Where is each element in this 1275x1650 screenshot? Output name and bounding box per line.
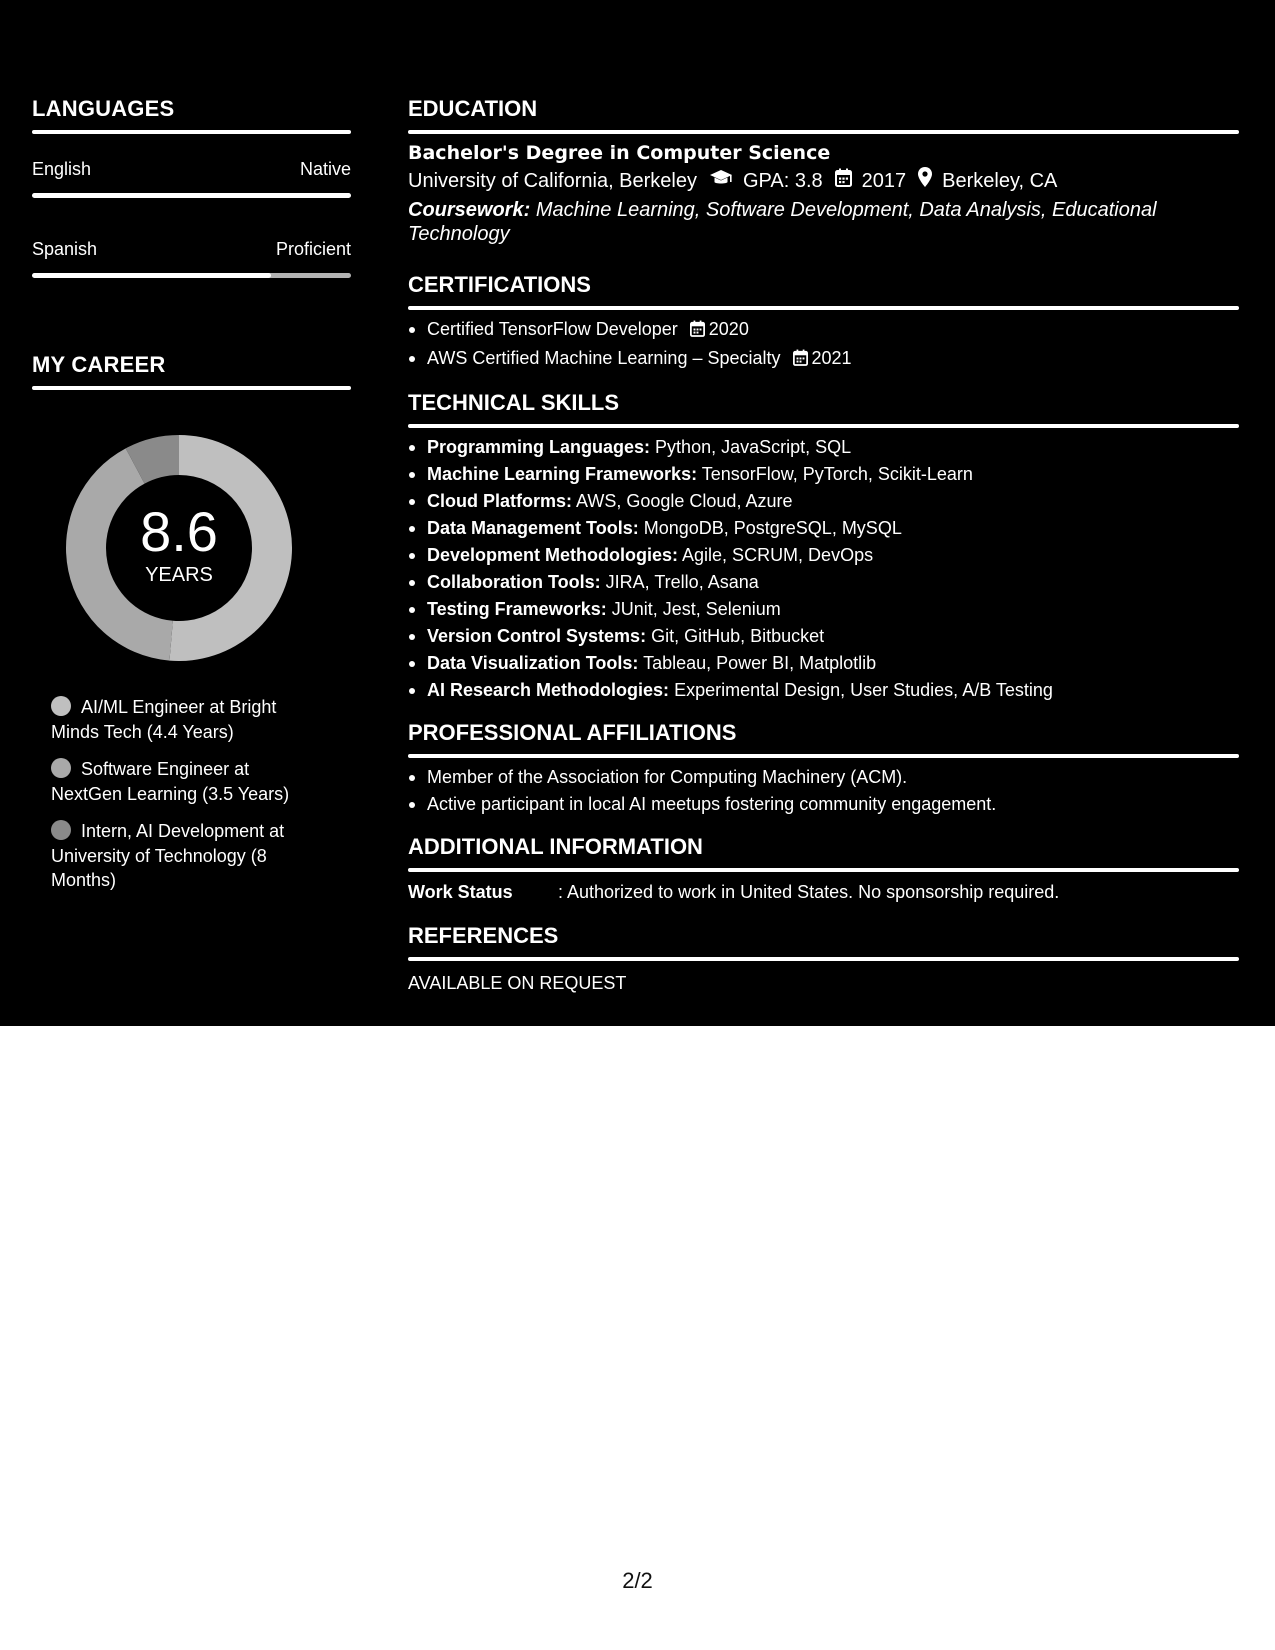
skill-category: Version Control Systems: xyxy=(427,626,647,646)
coursework xyxy=(408,198,1239,246)
career-total-unit: YEARS xyxy=(145,564,213,586)
affiliations-section xyxy=(408,716,1239,818)
section-divider xyxy=(408,306,1239,310)
skill-item xyxy=(408,596,1239,623)
section-divider xyxy=(32,130,351,134)
skill-values: Python, JavaScript, SQL xyxy=(655,437,852,457)
skill-category: AI Research Methodologies: xyxy=(427,680,670,700)
additional-info-section xyxy=(408,830,1239,905)
affiliations-list xyxy=(408,764,1239,818)
section-divider xyxy=(408,130,1239,134)
certifications-section xyxy=(408,268,1239,374)
certification-year: 2021 xyxy=(811,348,852,368)
skills-list xyxy=(408,434,1239,704)
coursework-label: Coursework: xyxy=(408,199,531,221)
skill-category: Data Visualization Tools: xyxy=(427,653,639,673)
language-bar xyxy=(32,193,351,198)
skill-item xyxy=(408,623,1239,650)
language-level: Native xyxy=(299,159,351,179)
section-divider xyxy=(408,754,1239,758)
references-title: REFERENCES xyxy=(408,923,559,948)
section-divider xyxy=(408,868,1239,872)
legend-dot-icon xyxy=(51,820,71,840)
career-total-years: 8.6 xyxy=(140,500,218,563)
skill-category: Development Methodologies: xyxy=(427,545,679,565)
skill-values: JIRA, Trello, Asana xyxy=(605,572,759,592)
school-name: University of California, Berkeley xyxy=(408,170,697,192)
language-bar xyxy=(32,273,351,278)
skills-title: TECHNICAL SKILLS xyxy=(408,390,620,415)
skill-item xyxy=(408,434,1239,461)
skill-item xyxy=(408,515,1239,542)
education-title: EDUCATION xyxy=(408,96,538,121)
certification-name: Certified TensorFlow Developer xyxy=(427,319,678,339)
certification-year: 2020 xyxy=(708,319,749,339)
right-column xyxy=(408,92,1239,996)
section-divider xyxy=(408,424,1239,428)
certifications-title: CERTIFICATIONS xyxy=(408,272,591,297)
skill-category: Collaboration Tools: xyxy=(427,572,601,592)
career-donut-chart xyxy=(66,435,292,661)
graduation-cap-icon xyxy=(709,166,733,196)
affiliation-item: Active participant in local AI meetups fostering community engagement. xyxy=(408,791,1239,818)
career-legend xyxy=(32,695,292,893)
skill-values: Experimental Design, User Studies, A/B Testing xyxy=(674,680,1053,700)
career-legend-label: Software Engineer at NextGen Learning (3.5 Years) xyxy=(51,759,290,804)
references-section xyxy=(408,919,1239,996)
language-name: Spanish xyxy=(32,239,98,259)
certification-item xyxy=(408,345,1239,374)
skill-values: Agile, SCRUM, DevOps xyxy=(682,545,874,565)
skill-values: JUnit, Jest, Selenium xyxy=(611,599,781,619)
skill-category: Programming Languages: xyxy=(427,437,651,457)
affiliation-item: Member of the Association for Computing Machinery (ACM). xyxy=(408,764,1239,791)
skill-item xyxy=(408,542,1239,569)
left-column xyxy=(32,92,351,906)
language-name: English xyxy=(32,159,92,179)
skill-item xyxy=(408,488,1239,515)
skill-item xyxy=(408,461,1239,488)
work-status-row xyxy=(408,879,1239,905)
career-title: MY CAREER xyxy=(32,352,166,377)
certifications-list xyxy=(408,316,1239,374)
education-section xyxy=(408,92,1239,246)
gpa: GPA: 3.8 xyxy=(743,170,823,192)
work-status-label: Work Status xyxy=(408,882,513,902)
career-legend-item xyxy=(51,695,292,744)
legend-dot-icon xyxy=(51,758,71,778)
calendar-icon xyxy=(835,166,852,196)
education-meta xyxy=(408,166,1239,196)
skill-category: Data Management Tools: xyxy=(427,518,639,538)
skill-values: Tableau, Power BI, Matplotlib xyxy=(643,653,877,673)
skill-values: TensorFlow, PyTorch, Scikit-Learn xyxy=(701,464,973,484)
career-section xyxy=(32,348,351,893)
donut-center xyxy=(66,435,292,661)
skill-category: Testing Frameworks: xyxy=(427,599,607,619)
references-text: AVAILABLE ON REQUEST xyxy=(408,973,627,993)
language-bar-fill xyxy=(32,273,271,278)
certification-item xyxy=(408,316,1239,345)
career-legend-label: Intern, AI Development at University of Technology (8 Months) xyxy=(51,821,285,890)
calendar-icon xyxy=(793,347,808,374)
education-location: Berkeley, CA xyxy=(942,170,1058,192)
skill-item xyxy=(408,569,1239,596)
career-legend-label: AI/ML Engineer at Bright Minds Tech (4.4 Years) xyxy=(51,697,277,742)
skills-section xyxy=(408,386,1239,704)
skill-item xyxy=(408,677,1239,704)
language-bar-fill xyxy=(32,193,351,198)
skill-category: Cloud Platforms: xyxy=(427,491,573,511)
location-pin-icon xyxy=(918,166,932,196)
language-item-spanish xyxy=(32,236,351,278)
language-item-english xyxy=(32,156,351,198)
languages-section xyxy=(32,92,351,278)
certification-name: AWS Certified Machine Learning – Specialty xyxy=(427,348,781,368)
degree-title: Bachelor's Degree in Computer Science xyxy=(408,142,831,164)
coursework-value: Machine Learning, Software Development, Data Analysis, Educational Technology xyxy=(408,199,1157,245)
affiliations-title: PROFESSIONAL AFFILIATIONS xyxy=(408,720,737,745)
language-level: Proficient xyxy=(275,239,351,259)
languages-title: LANGUAGES xyxy=(32,96,175,121)
skill-category: Machine Learning Frameworks: xyxy=(427,464,698,484)
career-legend-item xyxy=(51,819,292,893)
skill-values: MongoDB, PostgreSQL, MySQL xyxy=(643,518,902,538)
section-divider xyxy=(408,957,1239,961)
skill-values: Git, GitHub, Bitbucket xyxy=(651,626,825,646)
work-status-value: : Authorized to work in United States. No sponsorship required. xyxy=(558,882,1060,902)
calendar-icon xyxy=(690,318,705,345)
section-divider xyxy=(32,386,351,390)
page-number: 2/2 xyxy=(622,1568,653,1593)
graduation-year: 2017 xyxy=(861,170,907,192)
skill-values: AWS, Google Cloud, Azure xyxy=(576,491,793,511)
legend-dot-icon xyxy=(51,696,71,716)
career-legend-item xyxy=(51,757,292,806)
additional-info-title: ADDITIONAL INFORMATION xyxy=(408,834,703,859)
skill-item xyxy=(408,650,1239,677)
